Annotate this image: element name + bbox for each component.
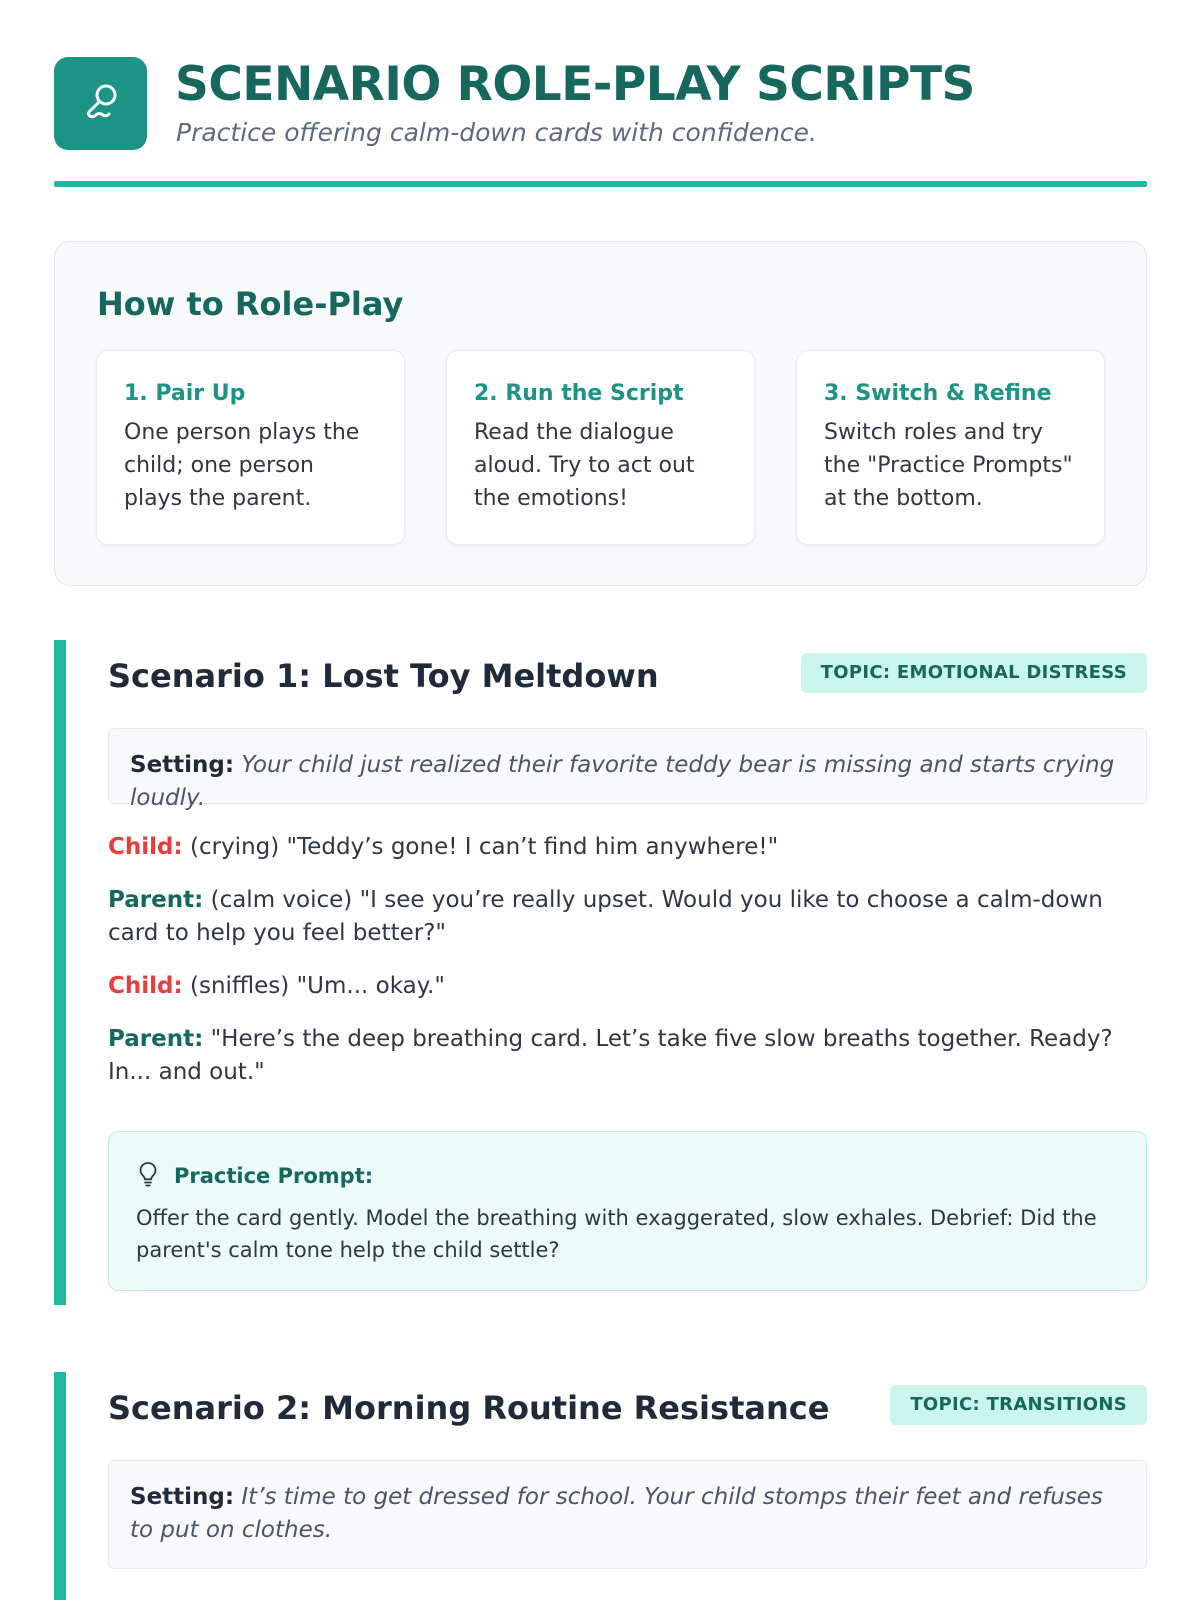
scenario-title: Scenario 1: Lost Toy Meltdown xyxy=(108,657,659,695)
scenario-title: Scenario 2: Morning Routine Resistance xyxy=(108,1389,830,1427)
speaker-parent: Parent: xyxy=(108,1026,204,1052)
microphone-icon xyxy=(79,80,123,128)
dialogue-text: (sniffles) "Um... okay." xyxy=(190,973,445,999)
page-header xyxy=(54,57,1147,187)
topic-badge: TOPIC: TRANSITIONS xyxy=(890,1385,1147,1425)
speaker-parent: Parent: xyxy=(108,887,204,913)
step-title: 3. Switch & Refine xyxy=(824,381,1052,406)
step-card-switch-refine xyxy=(796,350,1105,545)
header-divider xyxy=(54,181,1147,187)
dialogue-line xyxy=(108,884,1147,950)
setting-label: Setting: xyxy=(130,752,235,778)
scenario-accent-bar xyxy=(54,640,66,1305)
dialogue-text: "Here’s the deep breathing card. Let’s take five slow breaths together. Ready? In... and out." xyxy=(108,1026,1113,1085)
prompt-text: Offer the card gently. Model the breathing with exaggerated, slow exhales. Debrief: Did the parent's calm tone help the child settle? xyxy=(136,1206,1097,1262)
scenario-1 xyxy=(54,640,1147,1305)
setting-box xyxy=(108,728,1147,811)
step-card-pair-up xyxy=(96,350,405,545)
speaker-child: Child: xyxy=(108,973,183,999)
topic-badge: TOPIC: EMOTIONAL DISTRESS xyxy=(801,653,1147,693)
step-title: 1. Pair Up xyxy=(124,381,246,406)
setting-text: It’s time to get dressed for school. Your child stomps their feet and refuses to put on clothes. xyxy=(130,1484,1103,1543)
practice-prompt-box xyxy=(108,1131,1147,1291)
scenario-2 xyxy=(54,1372,1147,1600)
dialogue-line xyxy=(108,970,1147,1003)
scenario-accent-bar xyxy=(54,1372,66,1600)
setting-box xyxy=(108,1460,1147,1569)
logo-badge xyxy=(54,57,147,150)
step-title: 2. Run the Script xyxy=(474,381,684,406)
dialogue-text: (calm voice) "I see you’re really upset. Would you like to choose a calm-down card to help you feel better?" xyxy=(108,887,1103,946)
page-title: SCENARIO ROLE-PLAY SCRIPTS xyxy=(175,57,975,112)
dialogue-text: (crying) "Teddy’s gone! I can’t find him anywhere!" xyxy=(190,834,779,860)
how-to-panel xyxy=(54,241,1147,586)
step-body: One person plays the child; one person plays the parent. xyxy=(124,420,360,511)
speaker-child: Child: xyxy=(108,834,183,860)
step-body: Read the dialogue aloud. Try to act out the emotions! xyxy=(474,420,695,511)
page-subtitle: Practice offering calm-down cards with confidence. xyxy=(176,118,818,147)
setting-text: Your child just realized their favorite teddy bear is missing and starts crying loudly. xyxy=(130,752,1115,811)
setting-label: Setting: xyxy=(130,1484,235,1510)
page xyxy=(54,0,1147,1600)
dialogue-line xyxy=(108,831,1147,864)
step-body: Switch roles and try the "Practice Prompts" at the bottom. xyxy=(824,420,1073,511)
lightbulb-icon xyxy=(136,1160,160,1192)
prompt-header xyxy=(136,1160,1119,1192)
dialogue-line xyxy=(108,1023,1147,1089)
step-card-run-script xyxy=(446,350,755,545)
prompt-label: Practice Prompt: xyxy=(174,1164,374,1188)
how-to-title: How to Role-Play xyxy=(97,285,404,323)
